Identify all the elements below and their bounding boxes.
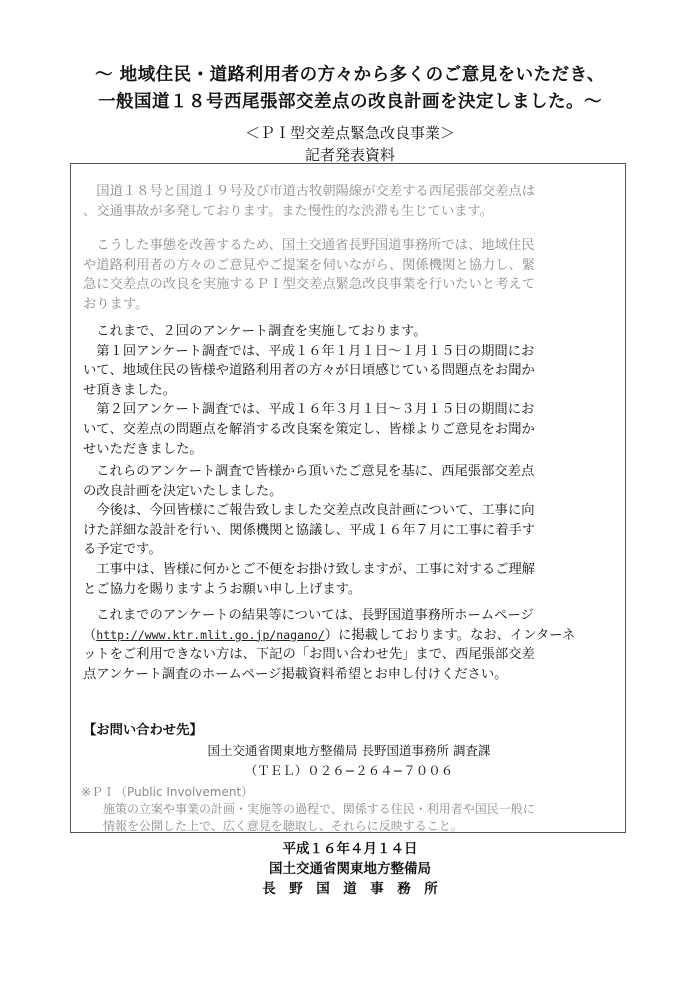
text-line: これらのアンケート調査で皆様から頂いたご意見を基に、西尾張部交差点: [83, 464, 535, 479]
text-line: これまでのアンケートの結果等については、長野国道事務所ホームページ: [83, 608, 534, 623]
text-line: 、交通事故が多発しております。また慢性的な渋滞も生じています。: [83, 203, 494, 219]
text-line: とご協力を賜りますようお願い申し上げます。: [83, 581, 362, 597]
note-definition-line: 施策の立案や事業の計画・実施等の過程で、関係する住民・利用者や国民一般に: [103, 802, 535, 816]
note-term: ※ＰＩ（Public Involvement）: [81, 785, 254, 799]
pi-note: [81, 784, 621, 835]
text-line: 今後は、今回皆様にご報告致しました交差点改良計画について、工事に向: [83, 503, 535, 519]
intro-paragraph-2: [83, 236, 619, 314]
note-definition-line: 情報を公開した上で、広く意見を聴取し、それらに反映すること。: [103, 819, 463, 833]
text-line: せ頂きました。: [83, 382, 177, 398]
link-suffix-text: ）に掲載しております。なお、インターネ: [324, 627, 576, 643]
text-line: 点アンケート調査のホームページ掲載資料希望とお申し付けください。: [83, 666, 508, 682]
headline-line-2: 一般国道１８号西尾張部交差点の改良計画を決定しました。〜: [98, 92, 602, 112]
text-line: ットをご利用できない方は、下記の「お問い合わせ先」まで、西尾張部交差: [83, 647, 535, 663]
plan-paragraph: [83, 462, 619, 599]
contact-office: 国土交通省関東地方整備局 長野国道事務所 調査課: [207, 743, 491, 758]
text-line: や道路利用者の方々のご意見やご提案を伺いながら、関係機関と協力し、緊: [83, 257, 536, 273]
headline: [0, 62, 700, 116]
text-line: せいただきました。: [83, 441, 203, 457]
results-paragraph: [83, 606, 619, 684]
text-line: これまで、２回のアンケート調査を実施しております。: [83, 324, 427, 339]
text-line: こうした事態を改善するため、国土交通省長野国道事務所では、地域住民: [83, 238, 535, 253]
subtitle: [0, 122, 700, 166]
text-line: の改良計画を決定いたしました。: [83, 483, 283, 499]
headline-line-1: 〜 地域住民・道路利用者の方々から多くのご意見をいただき、: [95, 65, 605, 85]
content-box: [70, 163, 626, 833]
footer-date: 平成１６年４月１４日: [282, 841, 418, 857]
homepage-link[interactable]: http://www.ktr.mlit.go.jp/nagano/: [96, 627, 325, 642]
text-line-with-link: [83, 626, 619, 646]
text-line: 第１回アンケート調査では、平成１６年１月１日〜１月１５日の期間にお: [83, 343, 535, 359]
intro-paragraph-1: [83, 182, 619, 221]
footer-office: 長 野 国 道 事 務 所: [262, 881, 438, 897]
text-line: る予定です。: [83, 542, 162, 558]
text-line: いて、地域住民の皆様や道路利用者の方々が日頃感じている問題点をお聞か: [83, 363, 535, 379]
link-open-paren: （: [83, 627, 97, 643]
project-name: ＜ＰＩ型交差点緊急改良事業＞: [244, 124, 455, 142]
document-type: 記者発表資料: [304, 146, 395, 164]
text-line: けた詳細な設計を行い、関係機関と協議し、平成１６年７月に工事に着手す: [83, 522, 536, 538]
text-line: 工事中は、皆様に何かとご不便をお掛け致しますが、工事に対するご理解: [83, 561, 536, 577]
text-line: おります。: [83, 296, 149, 312]
text-line: 急に交差点の改良を実施するＰＩ型交差点緊急改良事業を行いたいと考えて: [83, 277, 536, 293]
text-line: 第２回アンケート調査では、平成１６年３月１日〜３月１５日の期間にお: [83, 402, 535, 418]
text-line: いて、交差点の問題点を解消する改良案を策定し、皆様よりご意見をお聞か: [83, 421, 535, 437]
contact-title: 【お問い合わせ先】: [83, 723, 203, 738]
text-line: 国道１８号と国道１９号及び市道古牧朝陽線が交差する西尾張部交差点は: [83, 184, 536, 199]
survey-paragraph: [83, 322, 619, 459]
footer-bureau: 国土交通省関東地方整備局: [269, 861, 431, 877]
contact-tel: （ＴＥＬ）０２６−２６４−７００６: [244, 763, 454, 778]
